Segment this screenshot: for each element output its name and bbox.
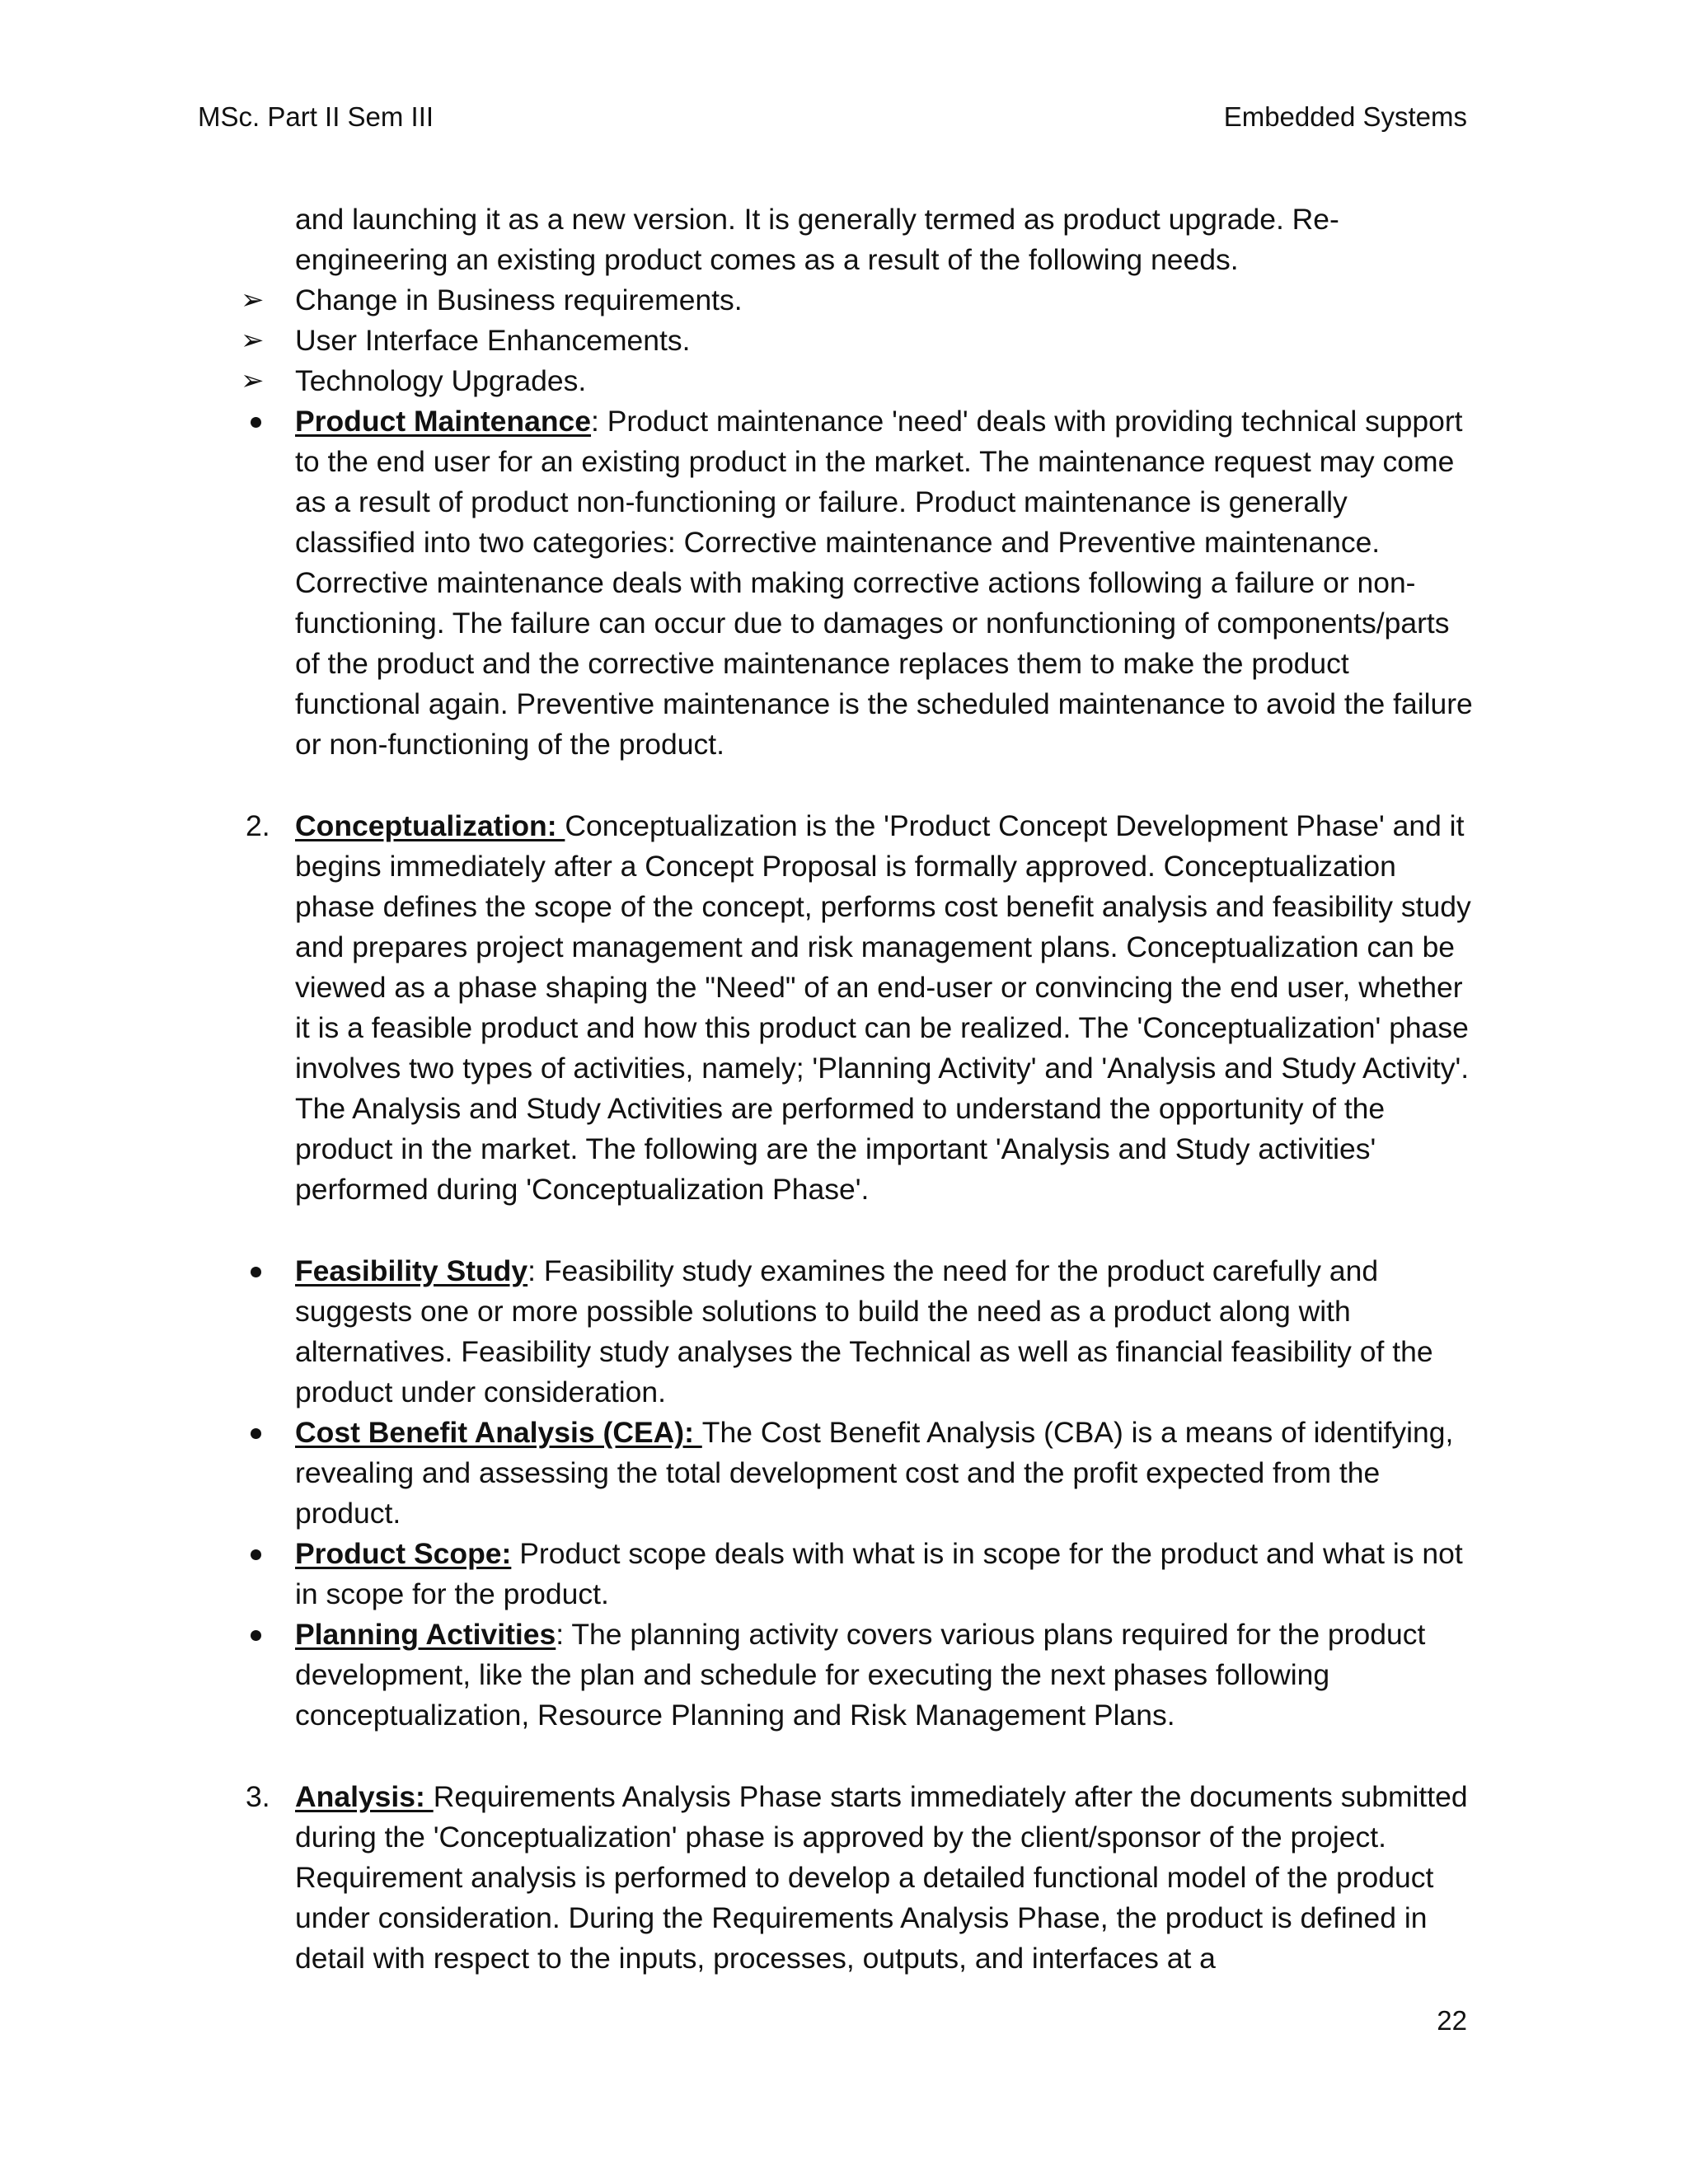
list-item-need: [239, 321, 1475, 361]
list-item-cost-benefit-analysis: [239, 1413, 1475, 1534]
list-item-product-maintenance: [239, 401, 1475, 765]
term-feasibility-study: Feasibility Study: [295, 1254, 528, 1287]
term-conceptualization: Conceptualization:: [295, 809, 565, 842]
product-scope-text: Product scope deals with what is in scope for the product and what is not in scope for the product.: [295, 1537, 1463, 1610]
spacer: [239, 1210, 1475, 1251]
header-course: MSc. Part II Sem III: [198, 101, 434, 132]
term-product-scope: Product Scope:: [295, 1537, 512, 1570]
list-item-feasibility-study: [239, 1251, 1475, 1413]
need-text: Change in Business requirements.: [295, 284, 743, 316]
spacer: [239, 1736, 1475, 1777]
term-cost-benefit-analysis: Cost Benefit Analysis (CEA):: [295, 1416, 702, 1449]
list-item-planning-activities: [239, 1615, 1475, 1736]
page-body: [239, 199, 1475, 1979]
list-item-product-scope: [239, 1534, 1475, 1615]
analysis-text: Requirements Analysis Phase starts immediately after the documents submitted during the 'Conceptualization' phase is approved by the client/sponsor of the project. Requirement analysis is performed to develop a detailed functional model of the product under consideration. During the Requirements Analysis Phase, the product is defined in detail with respect to the inputs, processes, outputs, and interfaces at a: [295, 1780, 1468, 1975]
planning-activities-text: : The planning activity covers various plans required for the product development, like the plan and schedule for executing the next phases following conceptualization, Resource Planning and Risk Management Plans.: [295, 1618, 1426, 1732]
term-product-maintenance: Product Maintenance: [295, 405, 592, 438]
cost-benefit-analysis-text: The Cost Benefit Analysis (CBA) is a means of identifying, revealing and assessing the total development cost and the profit expected from the product.: [295, 1416, 1454, 1530]
arrow-bullet-icon: ➢: [241, 365, 265, 396]
header-subject: Embedded Systems: [1223, 101, 1467, 132]
feasibility-study-text: : Feasibility study examines the need for the product carefully and suggests one or more possible solutions to build the need as a product along with alternatives. Feasibility study analyses the Technical as well as financial feasibility of the product under consideration.: [295, 1254, 1433, 1408]
page-number: 22: [1437, 2005, 1467, 2036]
intro-paragraph: [239, 199, 1475, 280]
need-text: Technology Upgrades.: [295, 364, 587, 397]
section-analysis: [239, 1777, 1475, 1979]
need-text: User Interface Enhancements.: [295, 324, 691, 357]
product-maintenance-text: : Product maintenance 'need' deals with providing technical support to the end user for an existing product in the market. The maintenance request may come as a result of product non-functioning or failure. Product maintenance is generally classified into two categories: Corrective maintenance and Preventive maintenance. Corrective maintenance deals with making corrective actions following a failure or non-functioning. The failure can occur due to damages or nonfunctioning of components/parts of the product and the corrective maintenance replaces them to make the product functional again. Preventive maintenance is the scheduled maintenance to avoid the failure or non-functioning of the product.: [295, 405, 1473, 761]
spacer: [239, 765, 1475, 806]
arrow-bullet-icon: ➢: [241, 325, 265, 356]
section-number: 3.: [246, 1780, 270, 1813]
list-item-need: [239, 361, 1475, 401]
section-conceptualization: [239, 806, 1475, 1210]
section-number: 2.: [246, 809, 270, 842]
arrow-bullet-icon: ➢: [241, 284, 265, 316]
term-planning-activities: Planning Activities: [295, 1618, 556, 1651]
term-analysis: Analysis:: [295, 1780, 434, 1813]
list-item-need: [239, 280, 1475, 321]
conceptualization-text: Conceptualization is the 'Product Concept Development Phase' and it begins immediately after a Concept Proposal is formally approved. Conceptualization phase defines the scope of the concept, performs cost benefit analysis and feasibility study and prepares project management and risk management plans. Conceptualization can be viewed as a phase shaping the "Need" of an end-user or convincing the end user, whether it is a feasible product and how this product can be realized. The 'Conceptualization' phase involves two types of activities, namely; 'Planning Activity' and 'Analysis and Study Activity'. The Analysis and Study Activities are performed to understand the opportunity of the product in the market. The following are the important 'Analysis and Study activities' performed during 'Conceptualization Phase'.: [295, 809, 1471, 1206]
intro-text: and launching it as a new version. It is generally termed as product upgrade. Re-engineering an existing product comes as a result of the following needs.: [295, 203, 1339, 276]
